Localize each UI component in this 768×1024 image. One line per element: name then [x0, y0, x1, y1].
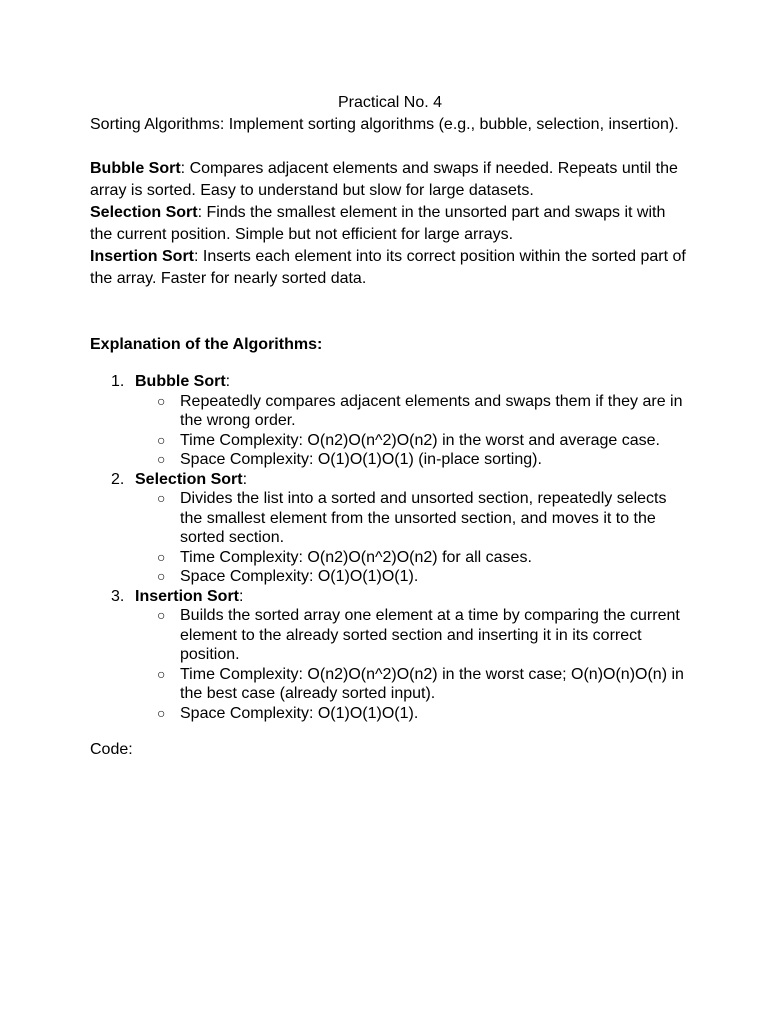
algorithm-name-suffix: : — [239, 587, 244, 605]
definition-term: Selection Sort — [90, 204, 198, 221]
definition-insertion — [90, 246, 690, 290]
sub-list — [135, 606, 690, 723]
circle-bullet-icon: ○ — [157, 392, 166, 409]
algorithm-item-bubble — [90, 372, 690, 470]
point-text: Repeatedly compares adjacent elements and swaps them if they are in the wrong order. — [180, 392, 683, 429]
circle-bullet-icon: ○ — [157, 451, 166, 467]
algorithm-name — [135, 588, 243, 605]
point-text: Time Complexity: O(n2)O(n^2)O(n2) in the worst case; O(n)O(n)O(n) in the best case (already sorted input). — [180, 665, 684, 702]
definition-text: : Compares adjacent elements and swaps if needed. Repeats until the array is sorted. Easy to understand but slow for large datasets. — [90, 160, 678, 199]
point-text: Time Complexity: O(n2)O(n^2)O(n2) for all cases. — [180, 548, 532, 566]
explanation-heading: Explanation of the Algorithms: — [90, 336, 323, 353]
algorithm-item-selection — [90, 470, 690, 587]
algorithm-name — [135, 471, 247, 488]
definition-text: : Finds the smallest element in the unsorted part and swaps it with the current position. Simple but not efficient for large arrays. — [90, 204, 666, 243]
point-text: Divides the list into a sorted and unsorted section, repeatedly selects the smallest element from the unsorted section, and moves it to the sorted section. — [180, 490, 667, 546]
list-item — [135, 704, 690, 724]
sub-list — [135, 489, 690, 587]
list-number: 2. — [111, 470, 125, 488]
algorithm-item-insertion — [90, 587, 690, 724]
list-item — [135, 665, 690, 704]
circle-bullet-icon: ○ — [157, 607, 166, 623]
algorithm-name-suffix: : — [242, 470, 248, 488]
algorithm-name-suffix: : — [225, 373, 231, 390]
list-number: 1. — [111, 373, 125, 390]
circle-bullet-icon: ○ — [157, 568, 166, 584]
algorithm-name-bold: Insertion Sort — [135, 587, 240, 605]
point-text: Space Complexity: O(1)O(1)O(1). — [180, 568, 419, 585]
circle-bullet-icon: ○ — [157, 490, 166, 506]
circle-bullet-icon: ○ — [157, 431, 166, 448]
algorithm-list — [90, 372, 690, 723]
intro-text: Sorting Algorithms: Implement sorting algorithms (e.g., bubble, selection, insertion). — [90, 116, 679, 133]
list-item — [135, 489, 690, 548]
list-item — [135, 450, 690, 470]
list-item — [135, 567, 690, 587]
definition-term: Bubble Sort — [90, 160, 181, 177]
circle-bullet-icon: ○ — [157, 548, 166, 565]
list-item — [135, 548, 690, 568]
list-item — [135, 431, 690, 451]
page-title: Practical No. 4 — [337, 94, 443, 111]
definition-bubble — [90, 158, 690, 202]
list-item — [135, 392, 690, 431]
algorithm-name — [135, 373, 230, 390]
definition-text: : Inserts each element into its correct position within the sorted part of the array. Faster for nearly sorted data. — [90, 248, 686, 287]
code-label: Code: — [90, 741, 133, 758]
algorithm-name-bold: Selection Sort — [135, 470, 243, 488]
definition-selection — [90, 202, 690, 246]
definitions — [90, 158, 690, 290]
point-text: Builds the sorted array one element at a time by comparing the current element to the already sorted section and inserting it in its correct position. — [180, 607, 680, 663]
algorithm-name-bold: Bubble Sort — [135, 373, 226, 390]
point-text: Time Complexity: O(n2)O(n^2)O(n2) in the worst and average case. — [180, 431, 660, 449]
point-text: Space Complexity: O(1)O(1)O(1) (in-place sorting). — [180, 451, 542, 468]
point-text: Space Complexity: O(1)O(1)O(1). — [180, 704, 419, 722]
circle-bullet-icon: ○ — [157, 665, 166, 682]
list-number: 3. — [111, 587, 125, 605]
list-item — [135, 606, 690, 665]
definition-term: Insertion Sort — [90, 248, 195, 265]
document-page — [90, 92, 690, 761]
circle-bullet-icon: ○ — [157, 704, 166, 721]
sub-list — [135, 392, 690, 470]
